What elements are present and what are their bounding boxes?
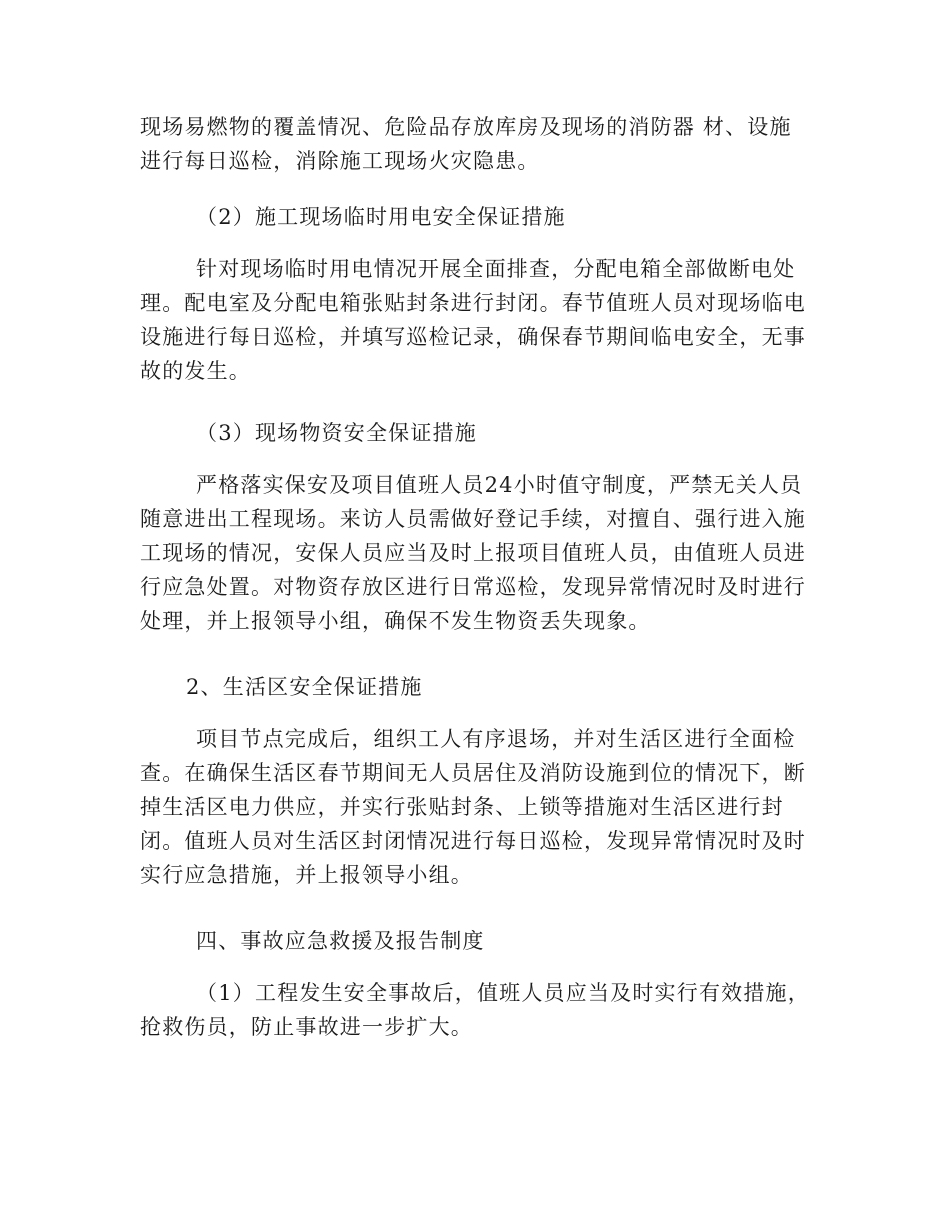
heading-materials-safety: （3）现场物资安全保证措施	[196, 421, 477, 445]
paragraph-fire-inspection: 现场易燃物的覆盖情况、危险品存放库房及现场的消防器 材、设施进行每日巡检，消除施工现场火灾隐患。	[140, 115, 792, 173]
paragraph-living-area-safety: 项目节点完成后，组织工人有序退场，并对生活区进行全面检查。在确保生活区春节期间无人员居住及消防设施到位的情况下，断掉生活区电力供应，并实行张贴封条、上锁等措施对生活区进行封闭。值班人员对生活区封闭情况进行每日巡检，发现异常情况时及时实行应急措施，并上报领导小组。	[140, 727, 806, 887]
paragraph-accident-emergency: （1）工程发生安全事故后，值班人员应当及时实行有效措施，抢救伤员，防止事故进一步扩大。	[140, 981, 810, 1039]
heading-accident-emergency: 四、事故应急救援及报告制度	[196, 929, 485, 953]
paragraph-materials-safety: 严格落实保安及项目值班人员24小时值守制度，严禁无关人员随意进出工程现场。来访人员需做好登记手续，对擅自、强行进入施工现场的情况，安保人员应当及时上报项目值班人员，由值班人员进行应急处置。对物资存放区进行日常巡检，发现异常情况时及时进行处理，并上报领导小组，确保不发生物资丢失现象。	[140, 473, 806, 633]
paragraph-temporary-electricity: 针对现场临时用电情况开展全面排查，分配电箱全部做断电处理。配电室及分配电箱张贴封条进行封闭。春节值班人员对现场临电设施进行每日巡检，并填写巡检记录，确保春节期间临电安全，无事故的发生。	[140, 257, 806, 383]
heading-living-area-safety: 2、生活区安全保证措施	[186, 675, 423, 699]
heading-temporary-electricity: （2）施工现场临时用电安全保证措施	[196, 205, 566, 229]
